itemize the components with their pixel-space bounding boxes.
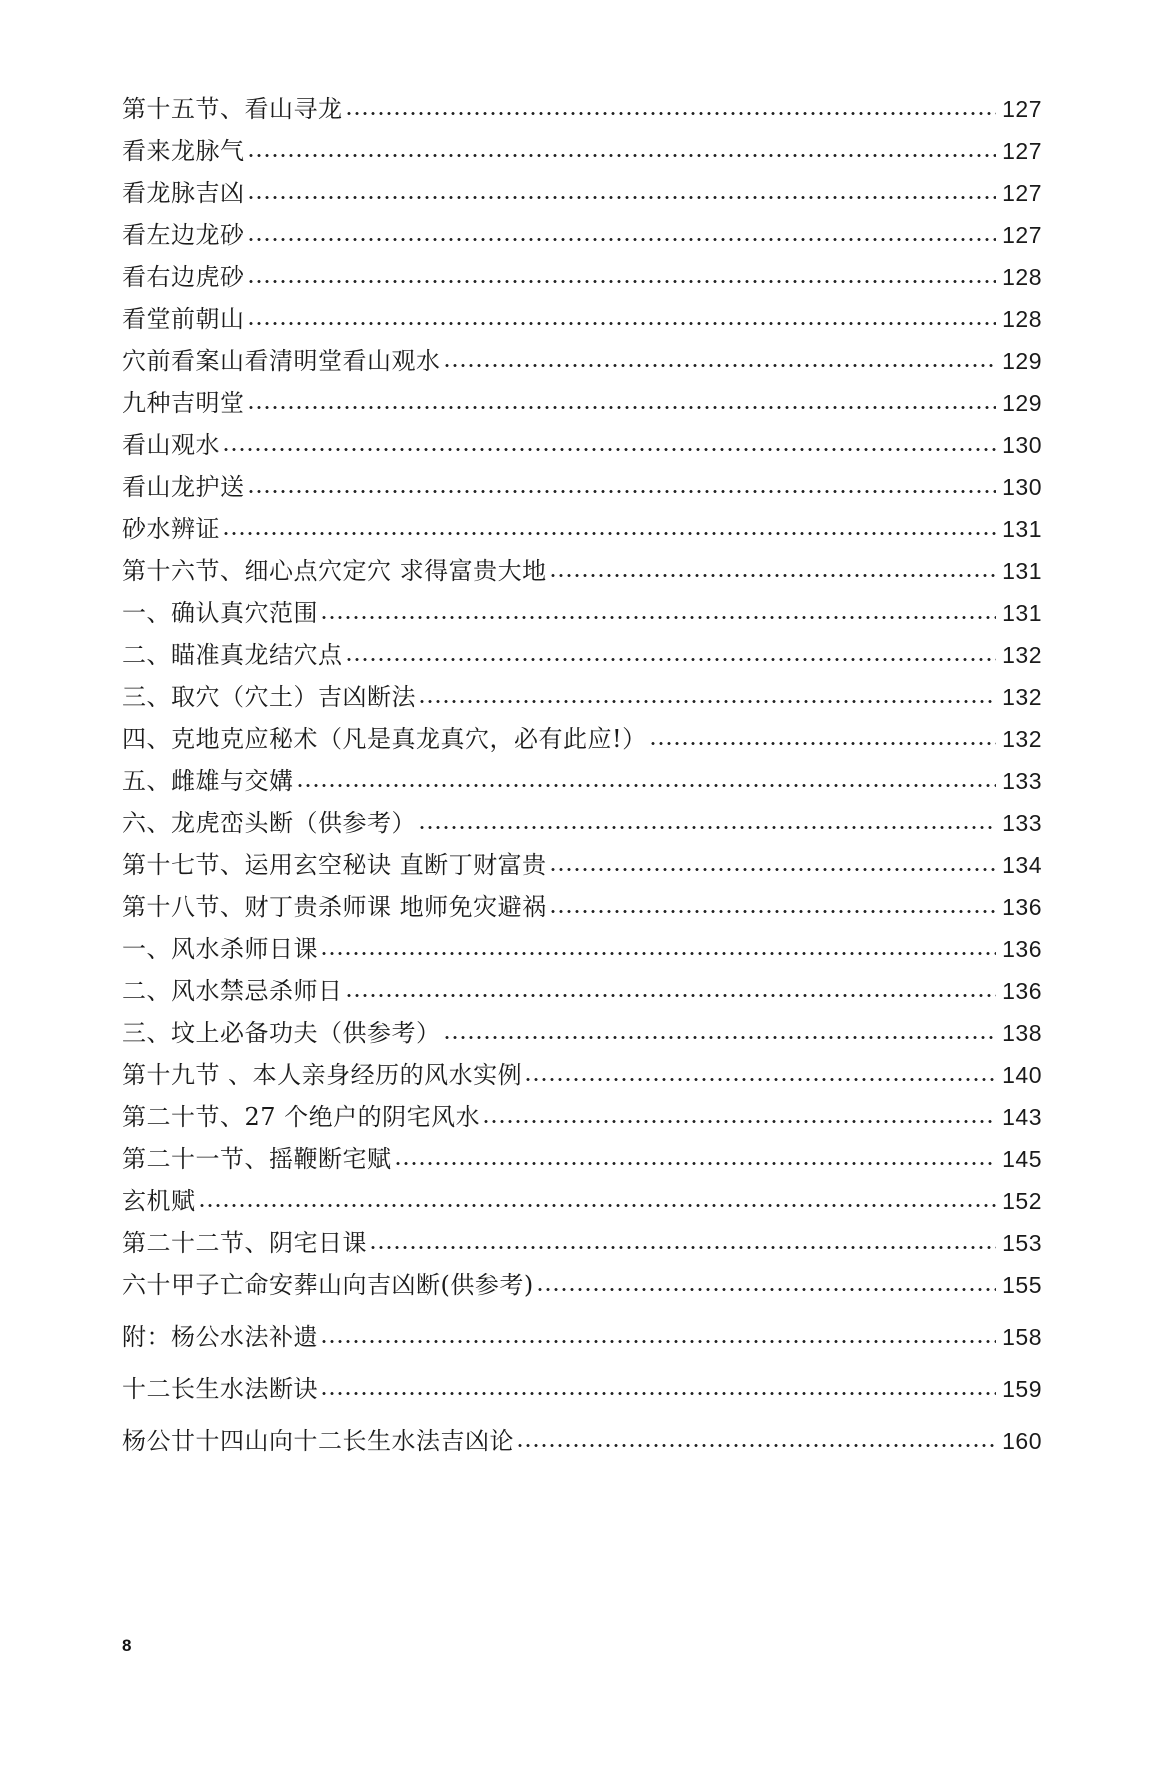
toc-entry-page: 127 (1002, 138, 1042, 164)
dot-leader (247, 280, 997, 283)
toc-entry-page: 140 (1002, 1062, 1042, 1088)
toc-entry[interactable] (122, 1420, 1042, 1462)
toc-entry-title: 第十五节、看山寻龙 (122, 95, 343, 123)
toc-entry-title: 六十甲子亡命安葬山向吉凶断(供参考) (122, 1271, 534, 1299)
toc-entry-title: 看左边龙砂 (122, 221, 245, 249)
toc-entry[interactable] (122, 634, 1042, 676)
dot-leader (247, 238, 997, 241)
dot-leader (418, 700, 996, 703)
toc-entry[interactable] (122, 508, 1042, 550)
toc-entry-page: 134 (1002, 852, 1042, 878)
dot-leader (222, 532, 996, 535)
dot-leader (443, 1036, 997, 1039)
dot-leader (549, 910, 996, 913)
toc-entry-title: 一、风水杀师日课 (122, 935, 318, 963)
toc-entry-page: 131 (1002, 558, 1042, 584)
toc-entry[interactable] (122, 1222, 1042, 1264)
toc-entry-page: 158 (1002, 1324, 1042, 1350)
toc-entry-page: 138 (1002, 1020, 1042, 1046)
toc-entry-page: 136 (1002, 978, 1042, 1004)
dot-leader (418, 826, 996, 829)
toc-entry[interactable] (122, 760, 1042, 802)
toc-entry-title: 五、雌雄与交媾 (122, 767, 294, 795)
toc-entry[interactable] (122, 886, 1042, 928)
toc-entry-title: 三、取穴（穴土）吉凶断法 (122, 683, 416, 711)
toc-entry-page: 127 (1002, 96, 1042, 122)
toc-entry[interactable] (122, 466, 1042, 508)
toc-entry-page: 130 (1002, 432, 1042, 458)
toc-entry-page: 145 (1002, 1146, 1042, 1172)
toc-entry-page: 160 (1002, 1428, 1042, 1454)
toc-entry-title: 二、瞄准真龙结穴点 (122, 641, 343, 669)
dot-leader (320, 952, 996, 955)
toc-entry[interactable] (122, 256, 1042, 298)
toc-entry-page: 127 (1002, 180, 1042, 206)
dot-leader (394, 1162, 997, 1165)
dot-leader (247, 490, 997, 493)
dot-leader (369, 1246, 996, 1249)
toc-entry-title: 十二长生水法断诀 (122, 1375, 318, 1403)
toc-entry-title: 三、坟上必备功夫（供参考） (122, 1019, 441, 1047)
toc-entry-title: 第十八节、财丁贵杀师课 地师免灾避祸 (122, 893, 547, 921)
dot-leader (516, 1444, 996, 1447)
toc-entry-page: 128 (1002, 306, 1042, 332)
dot-leader (536, 1288, 996, 1291)
toc-entry-title: 二、风水禁忌杀师日 (122, 977, 343, 1005)
toc-entry[interactable] (122, 1368, 1042, 1410)
toc-entry[interactable] (122, 88, 1042, 130)
dot-leader (296, 784, 997, 787)
toc-entry-title: 第十七节、运用玄空秘诀 直断丁财富贵 (122, 851, 547, 879)
toc-entry-title: 穴前看案山看清明堂看山观水 (122, 347, 441, 375)
toc-entry-title: 第十九节 、本人亲身经历的风水实例 (122, 1061, 523, 1089)
dot-leader (320, 1392, 996, 1395)
toc-entry-page: 133 (1002, 810, 1042, 836)
toc-entry-title: 六、龙虎峦头断（供参考） (122, 809, 416, 837)
toc-entry-page: 143 (1002, 1104, 1042, 1130)
dot-leader (345, 658, 997, 661)
dot-leader (247, 322, 997, 325)
toc-entry-title: 看右边虎砂 (122, 263, 245, 291)
page-number: 8 (122, 1636, 132, 1655)
dot-leader (524, 1078, 996, 1081)
toc-entry-page: 133 (1002, 768, 1042, 794)
toc-entry[interactable] (122, 172, 1042, 214)
dot-leader (549, 574, 996, 577)
toc-entry[interactable] (122, 1316, 1042, 1358)
toc-entry-title: 看山观水 (122, 431, 220, 459)
toc-entry[interactable] (122, 928, 1042, 970)
toc-entry-page: 136 (1002, 894, 1042, 920)
toc-entry[interactable] (122, 298, 1042, 340)
dot-leader (198, 1204, 997, 1207)
dot-leader (320, 1340, 996, 1343)
toc-entry-title: 第十六节、细心点穴定穴 求得富贵大地 (122, 557, 547, 585)
toc-entry-title: 第二十二节、阴宅日课 (122, 1229, 367, 1257)
dot-leader (222, 448, 996, 451)
toc-entry-page: 130 (1002, 474, 1042, 500)
dot-leader (482, 1120, 996, 1123)
toc-entry-page: 132 (1002, 684, 1042, 710)
toc-entry[interactable] (122, 802, 1042, 844)
toc-entry-page: 132 (1002, 726, 1042, 752)
dot-leader (320, 616, 996, 619)
toc-entry[interactable] (122, 718, 1042, 760)
toc-entry-title: 看堂前朝山 (122, 305, 245, 333)
toc-entry-page: 136 (1002, 936, 1042, 962)
toc-entry-page: 131 (1002, 600, 1042, 626)
toc-entry[interactable] (122, 1138, 1042, 1180)
toc-entry-page: 155 (1002, 1272, 1042, 1298)
toc-entry-page: 153 (1002, 1230, 1042, 1256)
dot-leader (247, 154, 997, 157)
toc-entry-title: 玄机赋 (122, 1187, 196, 1215)
dot-leader (247, 196, 997, 199)
toc-entry[interactable] (122, 550, 1042, 592)
toc-entry[interactable] (122, 340, 1042, 382)
table-of-contents (122, 88, 1042, 1462)
toc-entry[interactable] (122, 592, 1042, 634)
toc-entry[interactable] (122, 1012, 1042, 1054)
toc-entry[interactable] (122, 1096, 1042, 1138)
toc-entry-page: 129 (1002, 348, 1042, 374)
toc-entry[interactable] (122, 1054, 1042, 1096)
dot-leader (649, 742, 996, 745)
dot-leader (345, 112, 997, 115)
toc-entry-title: 附：杨公水法补遗 (122, 1323, 318, 1351)
toc-entry-page: 128 (1002, 264, 1042, 290)
toc-entry-title: 看龙脉吉凶 (122, 179, 245, 207)
toc-entry-title: 看来龙脉气 (122, 137, 245, 165)
dot-leader (345, 994, 997, 997)
toc-entry-page: 132 (1002, 642, 1042, 668)
toc-entry[interactable] (122, 424, 1042, 466)
toc-entry-title: 杨公廿十四山向十二长生水法吉凶论 (122, 1427, 514, 1455)
toc-entry[interactable] (122, 214, 1042, 256)
toc-entry[interactable] (122, 1264, 1042, 1306)
toc-entry[interactable] (122, 130, 1042, 172)
toc-entry[interactable] (122, 676, 1042, 718)
toc-entry-title: 九种吉明堂 (122, 389, 245, 417)
toc-entry-page: 131 (1002, 516, 1042, 542)
toc-entry-page: 129 (1002, 390, 1042, 416)
toc-entry[interactable] (122, 970, 1042, 1012)
toc-entry-title: 看山龙护送 (122, 473, 245, 501)
toc-entry[interactable] (122, 844, 1042, 886)
toc-entry-title: 砂水辨证 (122, 515, 220, 543)
dot-leader (443, 364, 997, 367)
toc-entry-title: 一、确认真穴范围 (122, 599, 318, 627)
dot-leader (549, 868, 996, 871)
toc-entry[interactable] (122, 1180, 1042, 1222)
toc-entry-page: 127 (1002, 222, 1042, 248)
dot-leader (247, 406, 997, 409)
toc-entry-title: 四、克地克应秘术（凡是真龙真穴，必有此应!） (122, 725, 647, 753)
toc-entry[interactable] (122, 382, 1042, 424)
toc-entry-page: 152 (1002, 1188, 1042, 1214)
toc-entry-page: 159 (1002, 1376, 1042, 1402)
toc-entry-title: 第二十一节、摇鞭断宅赋 (122, 1145, 392, 1173)
toc-entry-title: 第二十节、27 个绝户的阴宅风水 (122, 1103, 481, 1131)
